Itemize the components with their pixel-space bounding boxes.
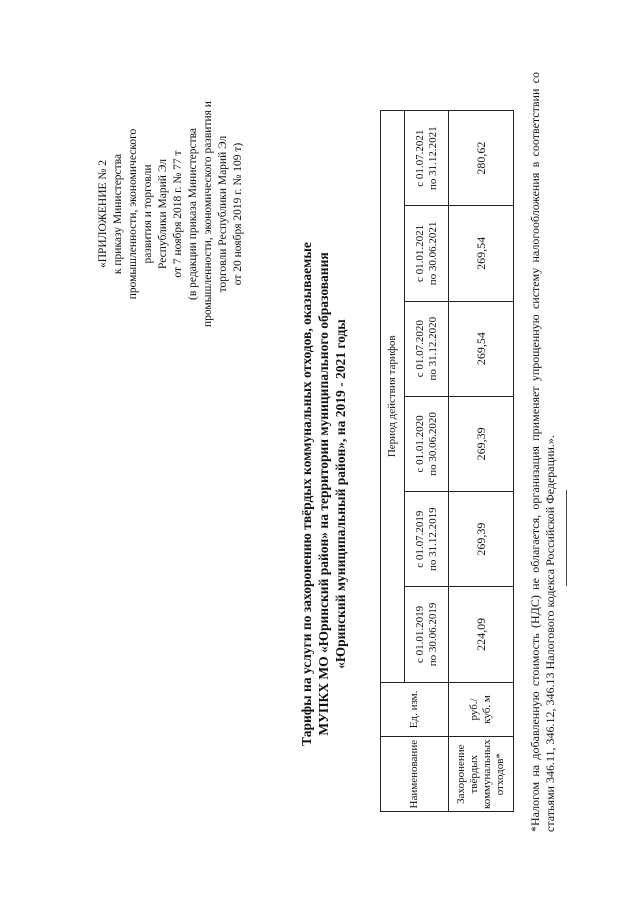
tariff-value: 224,09 bbox=[449, 587, 514, 682]
header-unit: Ед. изм. bbox=[381, 682, 449, 737]
period-cell bbox=[405, 396, 449, 491]
table-header-row bbox=[381, 111, 405, 812]
period-from: с 01.07.2020 bbox=[413, 320, 426, 378]
row-name-cell bbox=[449, 737, 514, 812]
appendix-line: от 7 ноября 2018 г. № 77 т bbox=[172, 150, 184, 278]
row-unit-cell bbox=[449, 682, 514, 737]
period-cell bbox=[405, 111, 449, 206]
tariff-value: 269,54 bbox=[449, 301, 514, 396]
appendix-line: промышленности, экономического bbox=[127, 128, 139, 300]
period-from: с 01.01.2019 bbox=[413, 605, 426, 663]
period-from: с 01.01.2021 bbox=[413, 224, 426, 282]
appendix-line: к приказу Министерства bbox=[112, 153, 124, 275]
period-to: по 31.12.2019 bbox=[426, 507, 439, 571]
row-name-line: Захоронение bbox=[455, 744, 467, 804]
appendix-line: (в редакции приказа Министерства bbox=[187, 128, 199, 301]
title-line: «Юринский муниципальный район», на 2019 - 2021 годы bbox=[333, 319, 348, 669]
closing-divider bbox=[566, 490, 567, 586]
header-name: Наименование bbox=[381, 737, 449, 812]
period-cell bbox=[405, 492, 449, 587]
appendix-line: Республики Марий Эл bbox=[157, 159, 169, 270]
appendix-line: от 20 ноября 2019 г. № 109 т) bbox=[232, 142, 244, 286]
period-to: по 31.12.2020 bbox=[426, 316, 439, 381]
tariff-value: 269,54 bbox=[449, 206, 514, 301]
row-unit-line: куб. м bbox=[481, 695, 493, 724]
period-cell bbox=[405, 587, 449, 682]
appendix-header bbox=[96, 64, 246, 364]
period-cell bbox=[405, 206, 449, 301]
table-row bbox=[449, 111, 514, 812]
vat-footnote: *Налогом на добавленную стоимость (НДС) не облагается, организация применяет упрощенную систему налогообложения в соответствии со статьями 346.11, 346.12, 346.13 Налогового кодекса Российской Федерации.». bbox=[528, 72, 557, 832]
document-title bbox=[298, 144, 349, 844]
period-from: с 01.07.2021 bbox=[413, 129, 426, 187]
title-line: МУПКХ МО «Юринский район» на территории муниципального образования bbox=[316, 252, 331, 736]
header-period: Период действия тарифов bbox=[381, 111, 405, 683]
appendix-line: промышленности, экономического развития и bbox=[202, 101, 214, 327]
period-to: по 30.06.2019 bbox=[426, 602, 439, 667]
appendix-line: развития и торговли bbox=[142, 164, 154, 264]
row-name-line: отходов* bbox=[494, 753, 506, 796]
row-unit-line: руб./ bbox=[468, 698, 480, 721]
appendix-line: торговли Республики Марий Эл bbox=[217, 135, 229, 293]
tariff-value: 269,39 bbox=[449, 492, 514, 587]
tariff-value: 269,39 bbox=[449, 396, 514, 491]
period-cell bbox=[405, 301, 449, 396]
tariff-table bbox=[380, 110, 514, 812]
period-to: по 30.06.2020 bbox=[426, 412, 439, 476]
row-name-line: коммунальных bbox=[481, 739, 493, 809]
period-from: с 01.07.2019 bbox=[413, 510, 426, 568]
period-from: с 01.01.2020 bbox=[413, 415, 426, 473]
tariff-value: 280,62 bbox=[449, 111, 514, 206]
title-line: Тарифы на услуги по захоронению твёрдых коммунальных отходов, оказываемые bbox=[299, 242, 314, 746]
period-to: по 30.06.2021 bbox=[426, 221, 439, 286]
row-name-line: твёрдых bbox=[468, 754, 480, 794]
appendix-line: «ПРИЛОЖЕНИЕ № 2 bbox=[97, 160, 109, 269]
period-to: по 31.12.2021 bbox=[426, 126, 439, 190]
